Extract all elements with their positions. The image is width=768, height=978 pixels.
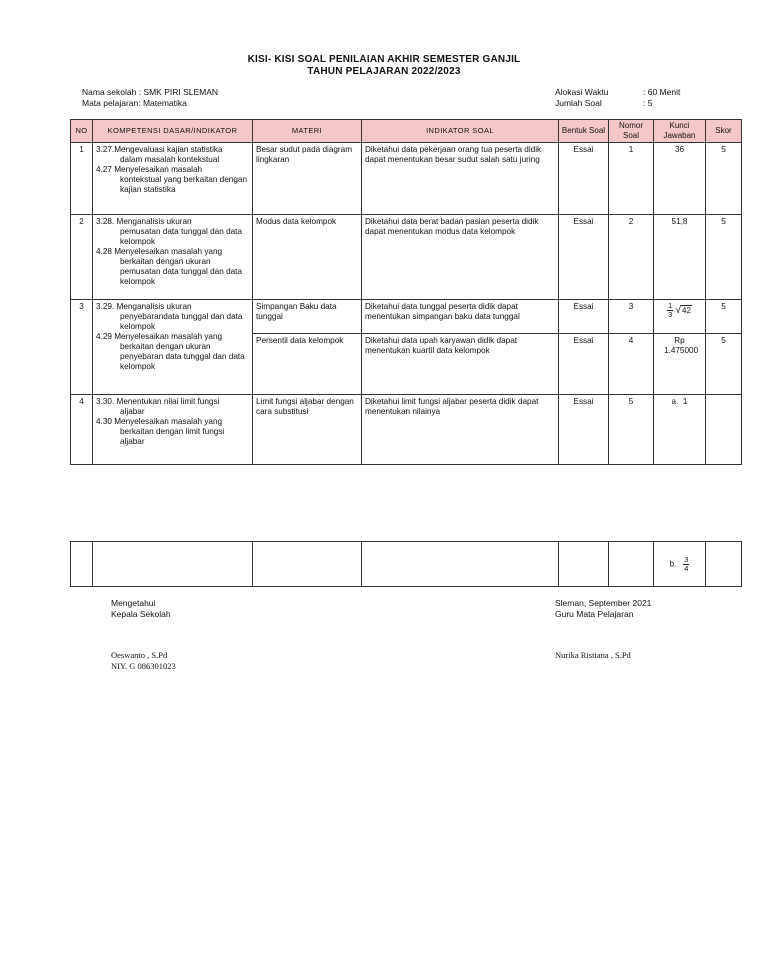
principal-name: Oeswanto , S.Pd — [111, 650, 168, 660]
kd-cell — [93, 143, 253, 215]
question-count-value: : 5 — [643, 98, 653, 108]
bentuk-cell: Essai — [559, 395, 609, 465]
header-kunci: Kunci Jawaban — [654, 120, 706, 143]
kd-text-cont: berkaitan dengan ukuran pemusatan data tunggal dan data kelompok — [120, 257, 243, 286]
bentuk-cell: Essai — [559, 334, 609, 395]
indikator-cell: Diketahui data pekerjaan orang tua peserta didik dapat menentukan besar sudut salah satu juring — [362, 143, 559, 215]
kd-text: Menentukan nilai limit fungsi — [116, 397, 220, 406]
header-kd: KOMPETENSI DASAR/INDIKATOR — [93, 120, 253, 143]
place-date: Sleman, September 2021 — [555, 598, 652, 608]
kunci-cell — [654, 300, 706, 334]
kd-text: Mengevaluasi kajian statistika — [114, 145, 223, 154]
kd-text-cont: berkaitan dengan limit fungsi aljabar — [120, 427, 225, 446]
kunci-fraction — [683, 556, 689, 573]
principal-niy: NIY. G 086301023 — [111, 661, 176, 671]
kd-number: 4.30 — [96, 417, 112, 426]
document-subtitle: TAHUN PELAJARAN 2022/2023 — [307, 66, 461, 77]
header-indikator: INDIKATOR SOAL — [362, 120, 559, 143]
skor-cell: 5 — [706, 300, 742, 334]
radicand: 42 — [682, 305, 691, 315]
empty-cell — [609, 542, 654, 587]
radical-icon: √ — [675, 304, 682, 316]
table-header-row — [71, 120, 742, 143]
header-nomor: Nomor Soal — [609, 120, 654, 143]
empty-cell — [93, 542, 253, 587]
materi-cell: Besar sudut pada diagram lingkaran — [253, 143, 362, 215]
kd-number: 4.29 — [96, 332, 112, 341]
right-signature-block — [555, 598, 651, 620]
row-no: 2 — [71, 215, 93, 300]
kd-text: Menyelesaikan masalah — [114, 165, 203, 174]
time-allocation-label: Alokasi Waktu — [555, 87, 609, 97]
kd-text-cont: penyebarandata tunggal dan data kelompok — [120, 312, 243, 331]
kd-text-cont: kontekstual yang berkaitan dengan kajian statistika — [120, 175, 247, 194]
fraction-numerator: 1 — [668, 301, 673, 310]
materi-cell: Simpangan Baku data tunggal — [253, 300, 362, 334]
kd-cell — [93, 300, 253, 395]
kd-text: Menganalisis ukuran — [116, 302, 192, 311]
school-info — [82, 87, 218, 109]
header-materi: MATERI — [253, 120, 362, 143]
table-row — [71, 300, 742, 334]
kunci-cell: 36 — [654, 143, 706, 215]
table-row — [71, 542, 742, 587]
left-signature-name — [111, 650, 176, 672]
empty-cell — [253, 542, 362, 587]
kunci-label: b. — [669, 559, 677, 569]
kd-text: Menyelesaikan masalah yang — [114, 332, 223, 341]
empty-cell — [362, 542, 559, 587]
kunci-cell: Rp 1.475000 — [654, 334, 706, 395]
kd-text-cont: berkaitan dengan ukuran penyebaran data tunggal dan data kelompok — [120, 342, 245, 371]
materi-cell: Limit fungsi aljabar dengan cara substitusi — [253, 395, 362, 465]
kd-text: Menyelesaikan masalah yang — [114, 417, 223, 426]
materi-cell: Modus data kelompok — [253, 215, 362, 300]
header-skor: Skor — [706, 120, 742, 143]
indikator-cell: Diketahui data berat badan pasian peserta didik dapat menentukan modus data kelompok — [362, 215, 559, 300]
bentuk-cell: Essai — [559, 143, 609, 215]
empty-cell — [559, 542, 609, 587]
kd-number: 3.27. — [96, 145, 115, 154]
continuation-table — [70, 541, 742, 587]
empty-cell — [706, 542, 742, 587]
header-no: NO — [71, 120, 93, 143]
right-signature-name — [555, 650, 631, 661]
school-name: Nama sekolah : SMK PIRI SLEMAN — [82, 87, 219, 97]
fraction-denominator: 3 — [668, 310, 673, 319]
skor-cell: 5 — [706, 143, 742, 215]
kunci-cell — [654, 542, 706, 587]
kd-cell — [93, 215, 253, 300]
skor-cell: 5 — [706, 215, 742, 300]
kd-cell — [93, 395, 253, 465]
fraction-denominator: 4 — [684, 563, 689, 573]
kd-text: Menyelesaikan masalah yang — [114, 247, 223, 256]
kunci-cell: a. 1 — [654, 395, 706, 465]
kd-number: 3.30. — [96, 397, 115, 406]
table-row — [71, 143, 742, 215]
table-row — [71, 395, 742, 465]
row-no: 1 — [71, 143, 93, 215]
nomor-cell: 3 — [609, 300, 654, 334]
kisi-table — [70, 119, 742, 465]
question-count-label: Jumlah Soal — [555, 98, 602, 108]
kd-text-cont: aljabar — [120, 407, 145, 416]
indikator-cell: Diketahui data upah karyawan didik dapat menentukan kuartil data kelompok — [362, 334, 559, 395]
skor-cell: 5 — [706, 334, 742, 395]
document-title: KISI- KISI SOAL PENILAIAN AKHIR SEMESTER GANJIL — [247, 54, 521, 65]
empty-cell — [71, 542, 93, 587]
principal-label: Kepala Sekolah — [111, 609, 171, 619]
kd-number: 4.27 — [96, 165, 112, 174]
table-row — [71, 215, 742, 300]
bentuk-cell: Essai — [559, 215, 609, 300]
bentuk-cell: Essai — [559, 300, 609, 334]
kunci-fraction — [667, 302, 673, 319]
fraction-numerator: 3 — [684, 554, 689, 564]
kd-number: 3.28. — [96, 217, 115, 226]
skor-cell — [706, 395, 742, 465]
nomor-cell: 5 — [609, 395, 654, 465]
indikator-cell: Diketahui limit fungsi aljabar peserta didik dapat menentukan nilainya — [362, 395, 559, 465]
kunci-cell: 51,8 — [654, 215, 706, 300]
materi-cell: Persentil data kelompok — [253, 334, 362, 395]
left-signature-block — [111, 598, 171, 620]
exam-info — [555, 87, 680, 109]
subject-name: Mata pelajaran: Matematika — [82, 98, 187, 108]
teacher-name: Nurika Ristiana , S.Pd — [555, 650, 631, 660]
acknowledged-label: Mengetahui — [111, 598, 156, 608]
kd-text-cont: dalam masalah kontekstual — [120, 155, 220, 164]
nomor-cell: 1 — [609, 143, 654, 215]
kd-text: Menganalisis ukuran — [116, 217, 192, 226]
square-root — [676, 306, 692, 316]
kd-text-cont: pemusatan data tunggal dan data kelompok — [120, 227, 243, 246]
indikator-cell: Diketahui data tunggal peserta didik dapat menentukan simpangan baku data tunggal — [362, 300, 559, 334]
row-no: 4 — [71, 395, 93, 465]
time-allocation-value: : 60 Menit — [643, 87, 681, 97]
nomor-cell: 4 — [609, 334, 654, 395]
header-bentuk: Bentuk Soal — [559, 120, 609, 143]
kd-number: 4.28 — [96, 247, 112, 256]
kd-number: 3.29. — [96, 302, 115, 311]
teacher-label: Guru Mata Pelajaran — [555, 609, 634, 619]
row-no: 3 — [71, 300, 93, 395]
nomor-cell: 2 — [609, 215, 654, 300]
